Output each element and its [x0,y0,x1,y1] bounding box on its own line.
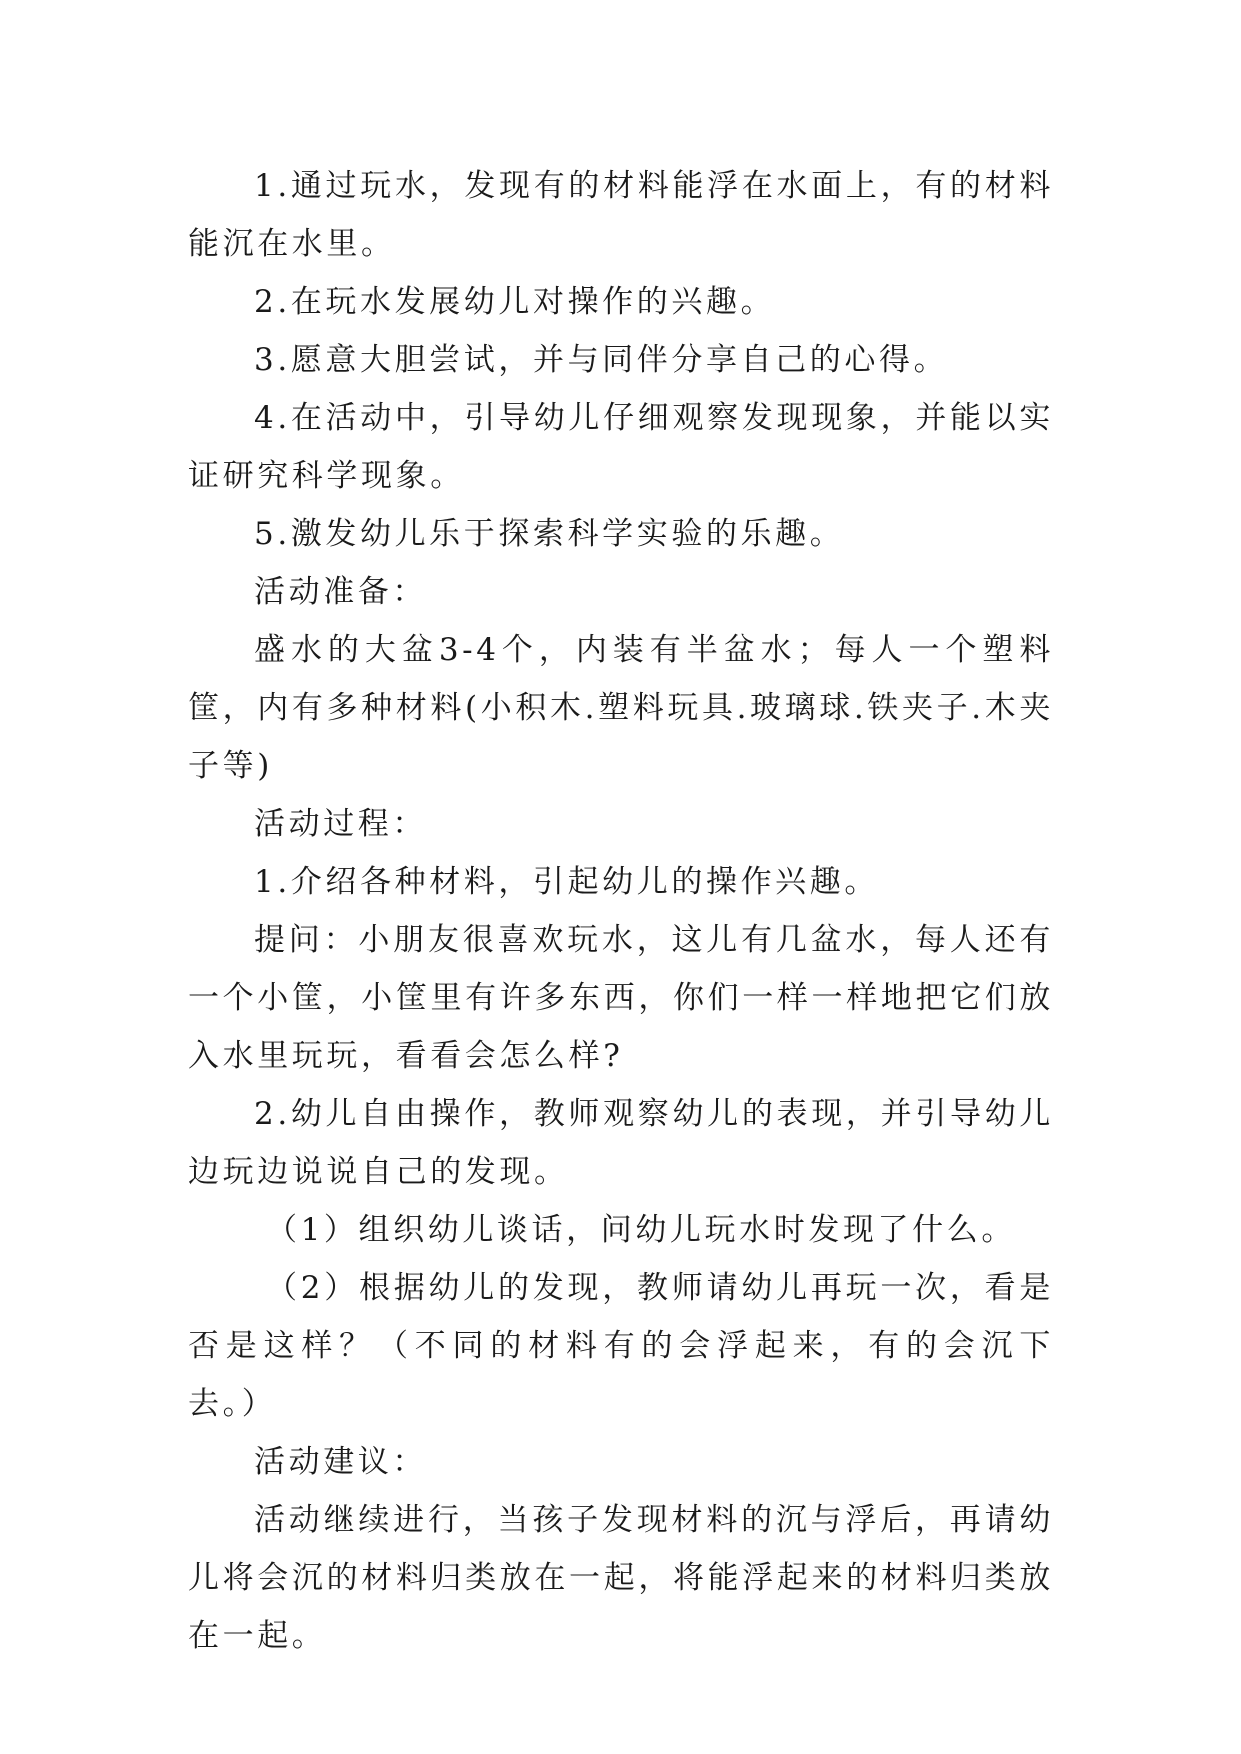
section-heading-preparation: 活动准备： [254,574,427,610]
preparation-text: 盛水的大盆3-4个，内装有半盆水；每人一个塑料筐，内有多种材料(小积木.塑料玩具.玻璃球.铁夹子.木夹子等) [188,632,1054,784]
section-heading-suggestion: 活动建议： [254,1444,427,1480]
goal-2: 2.在玩水发展幼儿对操作的兴趣。 [254,284,776,320]
goal-3: 3.愿意大胆尝试，并与同伴分享自己的心得。 [254,342,949,378]
process-step-1: 1.介绍各种材料，引起幼儿的操作兴趣。 [254,864,879,900]
process-question: 提问：小朋友很喜欢玩水，这儿有几盆水，每人还有一个小筐，小筐里有许多东西，你们一样一样地把它们放入水里玩玩，看看会怎么样? [188,922,1054,1074]
goal-1: 1.通过玩水，发现有的材料能浮在水面上，有的材料能沉在水里。 [188,168,1054,262]
document-body [188,157,1054,1665]
process-step-2: 2.幼儿自由操作，教师观察幼儿的表现，并引导幼儿边玩边说说自己的发现。 [188,1096,1054,1190]
process-substep-2: （2）根据幼儿的发现，教师请幼儿再玩一次，看是否是这样？（不同的材料有的会浮起来，有的会沉下去。） [188,1270,1054,1422]
goal-5: 5.激发幼儿乐于探索科学实验的乐趣。 [254,516,845,552]
process-substep-1: （1）组织幼儿谈话，问幼儿玩水时发现了什么。 [266,1212,1016,1248]
suggestion-text: 活动继续进行，当孩子发现材料的沉与浮后，再请幼儿将会沉的材料归类放在一起，将能浮起来的材料归类放在一起。 [188,1502,1054,1654]
section-heading-process: 活动过程： [254,806,427,842]
goal-4: 4.在活动中，引导幼儿仔细观察发现现象，并能以实证研究科学现象。 [188,400,1054,494]
